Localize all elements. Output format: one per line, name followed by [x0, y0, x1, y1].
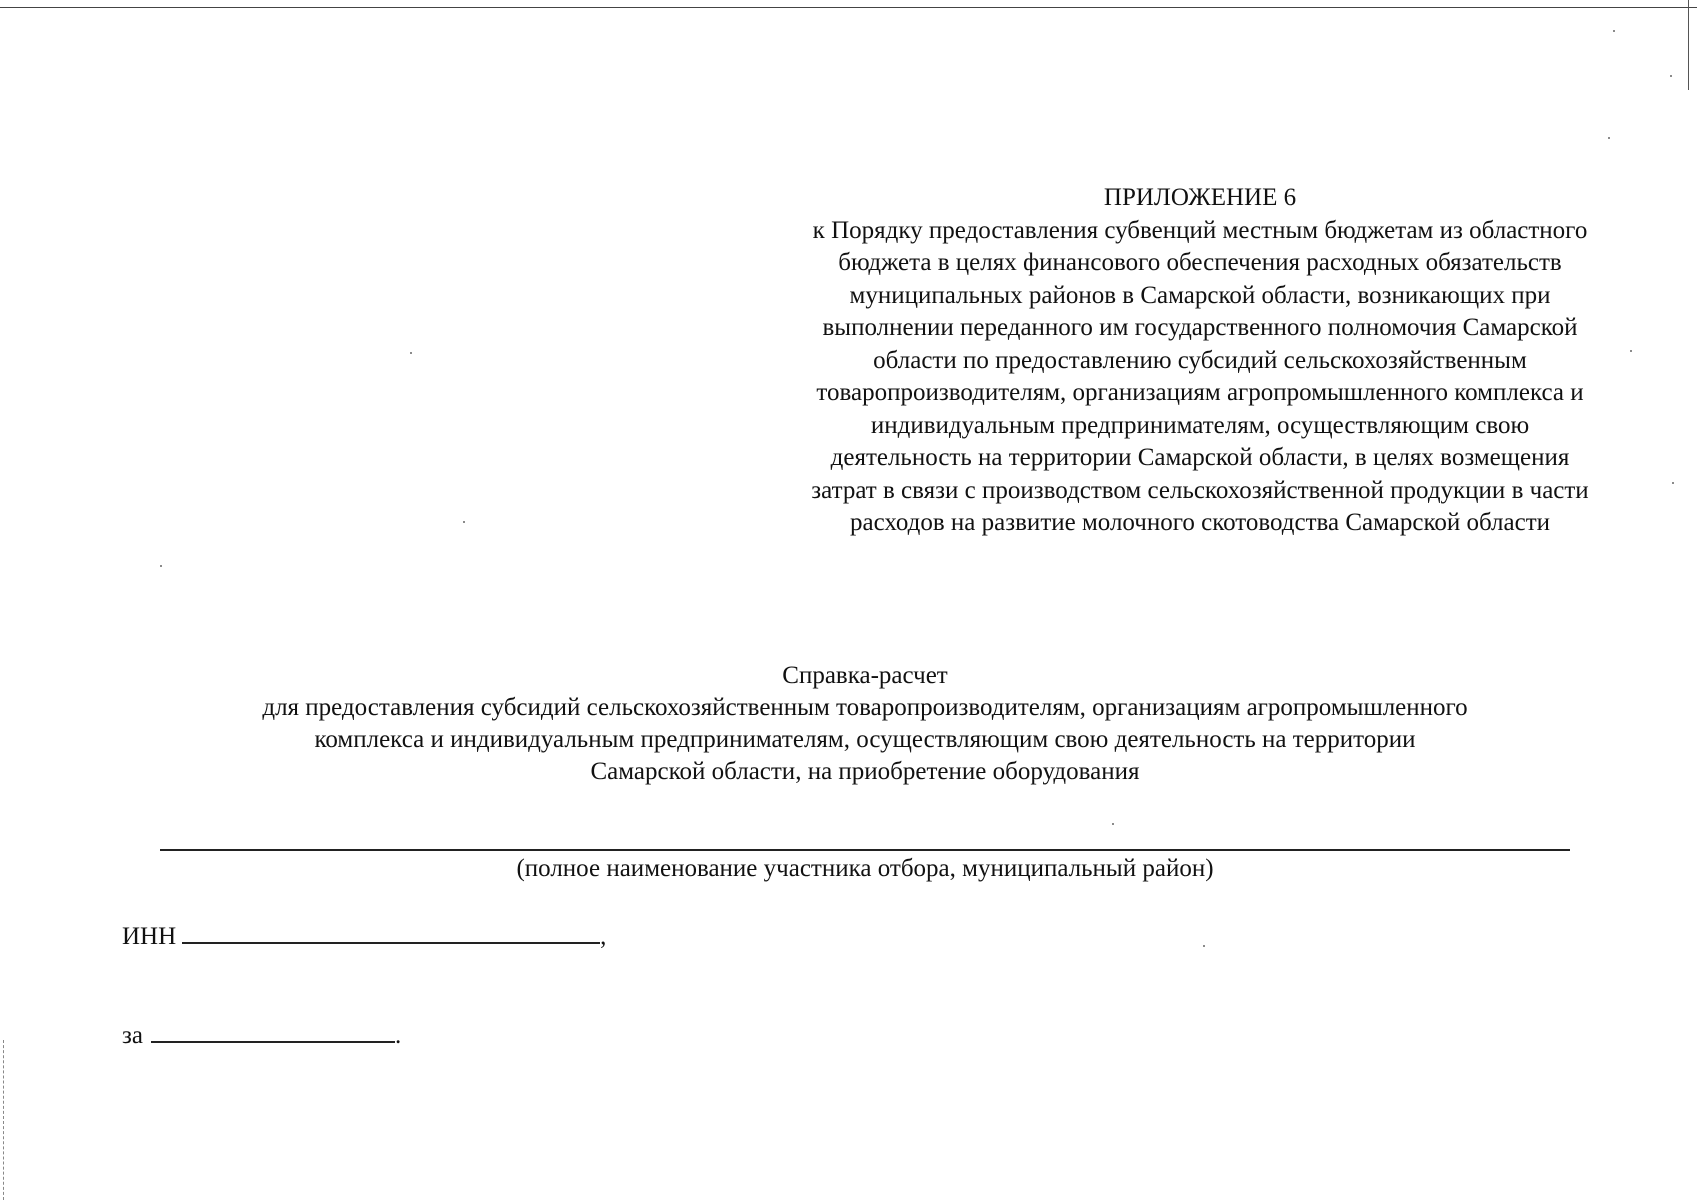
- scan-right-edge: [1688, 0, 1689, 90]
- scan-speck: [1613, 30, 1615, 32]
- scan-speck: [1670, 75, 1672, 77]
- scan-speck: [160, 565, 162, 567]
- period-field[interactable]: [151, 1019, 395, 1043]
- inn-label: ИНН: [122, 923, 177, 950]
- scan-speck: [1672, 482, 1674, 484]
- document-heading: [150, 660, 1580, 788]
- inn-field[interactable]: [182, 920, 600, 944]
- document-title: Справка-расчет: [782, 662, 948, 689]
- appendix-title: ПРИЛОЖЕНИЕ 6: [1103, 184, 1297, 211]
- period-label: за: [122, 1022, 143, 1049]
- document-subtitle-line: Самарской области, на приобретение оборудования: [590, 758, 1140, 785]
- scan-top-border: [0, 7, 1697, 8]
- scan-speck: [1608, 137, 1610, 139]
- scan-speck: [1112, 823, 1114, 825]
- period-row: [122, 1019, 401, 1052]
- appendix-reference: к Порядку предоставления субвенций местным бюджетам из областного бюджета в целях финансового обеспечения расходных обязательств муниципальных районов в Самарской области, возникающих при выполнении переданного им государственного полномочия Самарской области по предоставлению субсидий сельскохозяйственным товаропроизводителям, организациям агропромышленного комплекса и индивидуальным предпринимателям, осуществляющим свою деятельность на территории Самарской области, в целях возмещения затрат в связи с производством сельскохозяйственной продукции в части расходов на развитие молочного скотоводства Самарской области: [811, 216, 1589, 536]
- scan-speck: [410, 352, 412, 354]
- period-suffix: .: [394, 1022, 402, 1049]
- participant-name-field[interactable]: [160, 849, 1570, 851]
- scan-speck: [463, 521, 465, 523]
- inn-row: [122, 920, 606, 953]
- scan-speck: [1630, 350, 1632, 352]
- scan-left-edge: [3, 1040, 4, 1200]
- inn-suffix: ,: [600, 923, 607, 950]
- participant-caption: (полное наименование участника отбора, муниципальный район): [516, 855, 1214, 882]
- appendix-block: [780, 182, 1620, 540]
- scan-speck: [1203, 945, 1205, 947]
- document-subtitle-line: для предоставления субсидий сельскохозяйственным товаропроизводителям, организациям агропромышленного: [262, 694, 1468, 721]
- document-subtitle-line: комплекса и индивидуальным предпринимателям, осуществляющим свою деятельность на территории: [314, 726, 1416, 753]
